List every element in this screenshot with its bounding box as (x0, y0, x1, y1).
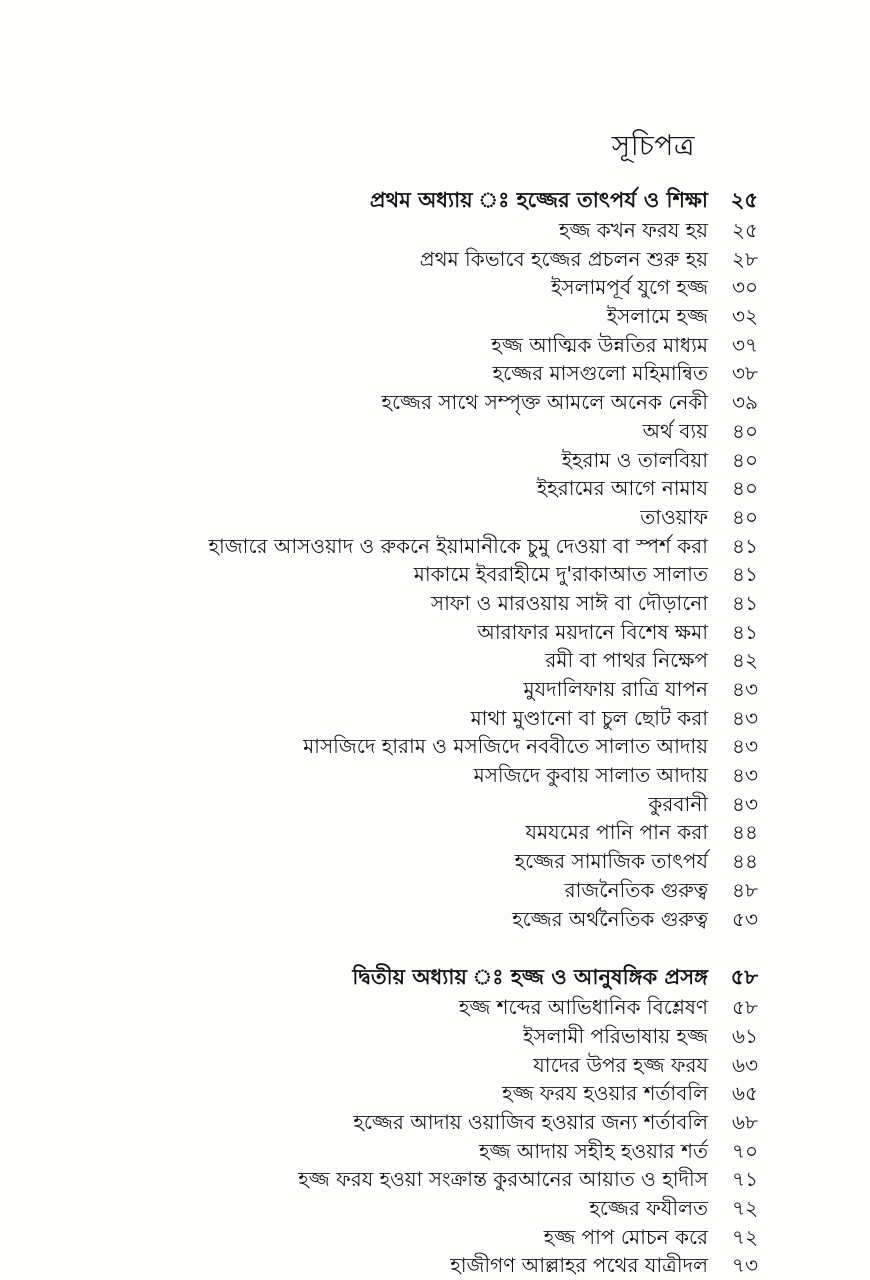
toc-entry-title: ইহরাম ও তালবিয়া (561, 447, 708, 472)
toc-entry-page: ৪৩ (732, 763, 758, 788)
toc-entry[interactable] (60, 331, 758, 360)
toc-entry-page: ৬৫ (732, 1081, 758, 1106)
toc-entry-title: কুরবানী (648, 791, 708, 816)
toc-entry-page: ৩৯ (732, 390, 758, 415)
toc-entry-title: মাথা মুণ্ডানো বা চুল ছোট করা (470, 705, 708, 730)
toc-entry-page: ৫৩ (732, 906, 758, 931)
toc-entry-title: হজ্জের সামাজিক তাৎপর্য (514, 849, 708, 874)
toc-entry[interactable] (60, 388, 758, 417)
toc-entry[interactable] (60, 532, 758, 561)
toc-entry-title: হজ্জের মাসগুলো মহিমান্বিত (492, 361, 708, 386)
toc-entry[interactable] (60, 618, 758, 647)
toc-entry[interactable] (60, 273, 758, 302)
toc-entry-title: হজ্জ পাপ মোচন করে (543, 1224, 708, 1249)
toc-entry[interactable] (60, 905, 758, 934)
toc-entry-page: ৩০ (731, 275, 758, 300)
toc-entry[interactable] (60, 1165, 758, 1194)
toc-entry-title: হজ্জ কখন ফরয হয় (558, 218, 708, 242)
toc-entry-page: ৪১ (732, 619, 758, 644)
table-of-contents (60, 184, 758, 1280)
toc-entry-page: ৪২ (732, 648, 758, 673)
toc-entry-page: ৪৩ (732, 734, 758, 759)
toc-entry[interactable] (60, 1251, 758, 1280)
chapter-page-number: ২৫ (730, 188, 758, 212)
toc-entry-page: ৭০ (731, 1138, 758, 1163)
toc-entry[interactable] (60, 216, 758, 245)
toc-entry-page: ২৫ (732, 218, 758, 242)
toc-entry-page: ৪০ (732, 476, 758, 501)
toc-entry[interactable] (60, 446, 758, 475)
toc-entry[interactable] (60, 732, 758, 761)
toc-entry-page: ৩২ (731, 304, 758, 329)
toc-entry-title: হজ্জ শব্দের আভিধানিক বিশ্লেষণ (458, 995, 708, 1020)
toc-entry-page: ৪৩ (732, 705, 758, 730)
toc-entry[interactable] (60, 993, 758, 1022)
toc-entry-title: হজ্জ ফরয হওয়া সংক্রান্ত কুরআনের আয়াত ও হাদীস (298, 1167, 708, 1192)
toc-entry[interactable] (60, 790, 758, 819)
page-title: সূচিপত্র (611, 129, 695, 162)
toc-entry-title: হজ্জের আদায় ওয়াজিব হওয়ার জন্য শর্তাবলি (353, 1109, 708, 1134)
toc-entry-title: মুযদালিফায় রাত্রি যাপন (523, 677, 708, 701)
toc-entry[interactable] (60, 675, 758, 704)
toc-entry-title: রমী বা পাথর নিক্ষেপ (545, 648, 708, 673)
toc-entry-page: ৪৪ (732, 849, 758, 874)
chapter-heading-row[interactable] (60, 961, 758, 993)
toc-entry[interactable] (60, 761, 758, 790)
chapter-heading: দ্বিতীয় অধ্যায় ঃ হজ্জ ও আনুষঙ্গিক প্রসঙ্গ (352, 965, 708, 990)
toc-entry-title: যমযমের পানি পান করা (525, 820, 708, 845)
chapter-gap (60, 933, 758, 961)
toc-entry-title: তাওয়াফ (640, 504, 708, 529)
toc-entry-title: হজ্জের ফযীলত (589, 1196, 708, 1220)
toc-entry[interactable] (60, 876, 758, 905)
toc-entry[interactable] (60, 503, 758, 532)
toc-entry[interactable] (60, 1051, 758, 1080)
toc-entry[interactable] (60, 818, 758, 847)
toc-entry-title: আরাফার ময়দানে বিশেষ ক্ষমা (477, 619, 708, 644)
toc-entry-title: হাজীগণ আল্লাহর পথের যাত্রীদল (450, 1253, 708, 1278)
toc-entry[interactable] (60, 1079, 758, 1108)
toc-entry-page: ৪১ (732, 562, 758, 587)
toc-entry[interactable] (60, 560, 758, 589)
toc-entry[interactable] (60, 302, 758, 331)
toc-entry-page: ২৮ (732, 246, 758, 271)
toc-entry[interactable] (60, 1194, 758, 1223)
toc-entry-title: হাজারে আসওয়াদ ও রুকনে ইয়ামানীকে চুমু দেওয়া বা স্পর্শ করা (208, 533, 708, 558)
toc-entry[interactable] (60, 245, 758, 274)
toc-entry-title: মাকামে ইবরাহীমে দু'রাকাআত সালাত (413, 562, 708, 587)
toc-entry[interactable] (60, 1108, 758, 1137)
toc-entry-page: ৬১ (732, 1023, 758, 1048)
chapter-heading: প্রথম অধ্যায় ঃ হজ্জের তাৎপর্য ও শিক্ষা (369, 188, 708, 212)
chapter-heading-row[interactable] (60, 184, 758, 216)
toc-entry-title: প্রথম কিভাবে হজ্জের প্রচলন শুরু হয় (419, 246, 708, 271)
toc-entry-title: অর্থ ব্যয় (642, 418, 708, 443)
toc-entry[interactable] (60, 704, 758, 733)
toc-entry-page: ৩৭ (731, 332, 758, 357)
toc-entry-page: ৪৪ (732, 820, 758, 845)
toc-entry-page: ৭১ (732, 1167, 758, 1192)
toc-entry-title: যাদের উপর হজ্জ ফরয (533, 1052, 708, 1077)
toc-entry-title: ইসলামপূর্ব যুগে হজ্জ (550, 275, 708, 300)
toc-entry-page: ৬৮ (732, 1109, 758, 1134)
toc-entry-page: ৫৮ (732, 995, 758, 1020)
toc-entry-title: হজ্জের অর্থনৈতিক গুরুত্ব (512, 906, 708, 931)
toc-entry[interactable] (60, 847, 758, 876)
toc-entry-title: ইহরামের আগে নামায (536, 476, 708, 501)
toc-entry-title: মসজিদে কুবায় সালাত আদায় (473, 763, 708, 788)
toc-entry-page: ৭২ (731, 1196, 758, 1220)
toc-entry-title: ইসলামী পরিভাষায় হজ্জ (523, 1023, 708, 1048)
toc-entry[interactable] (60, 359, 758, 388)
toc-entry-title: হজ্জের সাথে সম্পৃক্ত আমলে অনেক নেকী (381, 390, 708, 415)
toc-entry-page: ৩৮ (732, 361, 758, 386)
toc-entry-title: হজ্জ আত্মিক উন্নতির মাধ্যম (491, 332, 708, 357)
toc-entry[interactable] (60, 1137, 758, 1166)
toc-entry-title: সাফা ও মারওয়ায় সাঈ বা দৌড়ানো (430, 590, 708, 615)
toc-entry[interactable] (60, 589, 758, 618)
toc-entry-page: ৪৩ (732, 791, 758, 816)
chapter-page-number: ৫৮ (730, 965, 758, 990)
toc-entry-page: ৪১ (732, 533, 758, 558)
toc-entry[interactable] (60, 417, 758, 446)
toc-entry-page: ৪১ (732, 590, 758, 615)
toc-entry-page: ৪০ (732, 418, 758, 443)
toc-entry-page: ৪৮ (732, 877, 758, 902)
toc-entry-page: ৬৩ (731, 1052, 758, 1077)
toc-entry[interactable] (60, 646, 758, 675)
toc-entry[interactable] (60, 1223, 758, 1252)
toc-entry-title: রাজনৈতিক গুরুত্ব (564, 877, 708, 902)
toc-entry-title: ইসলামে হজ্জ (606, 304, 708, 329)
toc-entry-page: ৪০ (732, 447, 758, 472)
toc-entry-page: ৭২ (731, 1224, 758, 1249)
toc-entry-title: হজ্জ আদায় সহীহ হওয়ার শর্ত (479, 1138, 708, 1163)
toc-entry-title: হজ্জ ফরয হওয়ার শর্তাবলি (502, 1081, 708, 1106)
toc-entry-page: ৭৩ (731, 1253, 758, 1278)
toc-entry-title: মাসজিদে হারাম ও মসজিদে নববীতে সালাত আদায় (303, 734, 708, 759)
toc-entry-page: ৪০ (732, 504, 758, 529)
toc-entry[interactable] (60, 474, 758, 503)
toc-entry-page: ৪৩ (732, 677, 758, 701)
toc-entry[interactable] (60, 1022, 758, 1051)
